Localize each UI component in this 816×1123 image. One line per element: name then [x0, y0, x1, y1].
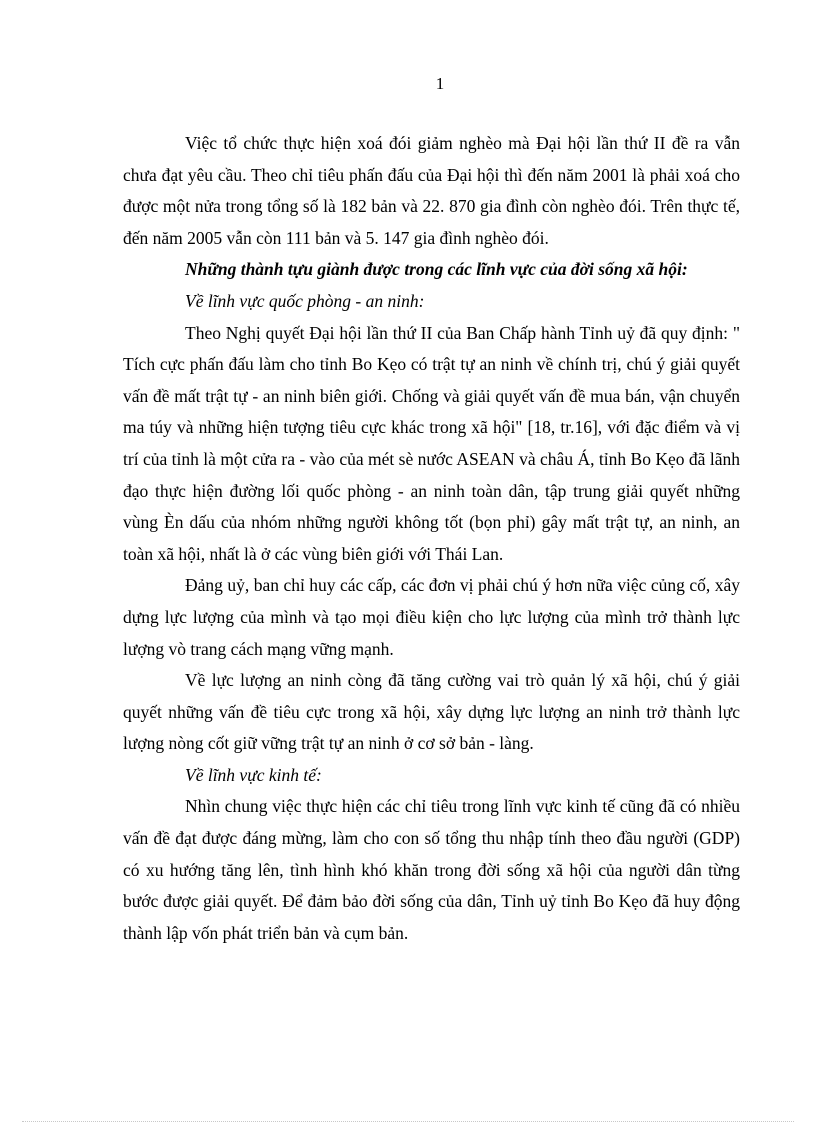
subheading-economy: Về lĩnh vực kinh tế:	[185, 764, 322, 785]
section-heading-achievements: Những thành tựu giành được trong các lĩnh vực của đời sống xã hội:	[185, 259, 688, 280]
paragraph-poverty-reduction: Việc tổ chức thực hiện xoá đói giảm nghèo mà Đại hội lần thứ II đề ra vẫn chưa đạt yêu cầu. Theo chỉ tiêu phấn đấu của Đại hội thì đến năm 2001 là phải xoá cho được một nửa trong tổng số là 182 bản và 22. 870 gia đình còn nghèo đói. Trên thực tế, đến năm 2005 vẫn còn 111 bản và 5. 147 gia đình nghèo đói.	[123, 133, 740, 248]
paragraph-party-committee: Đảng uỷ, ban chỉ huy các cấp, các đơn vị phải chú ý hơn nữa việc củng cố, xây dựng lực lượng của mình và tạo mọi điều kiện cho lực lượng của mình trở thành lực lượng vò trang cách mạng vững mạnh.	[123, 575, 740, 659]
document-body	[123, 128, 740, 949]
subheading-defense-security: Về lĩnh vực quốc phòng - an ninh:	[185, 290, 425, 311]
paragraph-economy: Nhìn chung việc thực hiện các chỉ tiêu trong lĩnh vực kinh tế cũng đã có nhiều vấn đề đạt được đáng mừng, làm cho con số tổng thu nhập tính theo đầu người (GDP) có xu hướng tăng lên, tình hình khó khăn trong đời sống xã hội của người dân từng bước được giải quyết. Để đảm bảo đời sống của dân, Tỉnh uỷ tỉnh Bo Kẹo đã huy động thành lập vốn phát triển bản và cụm bản.	[123, 796, 740, 943]
paragraph-security-forces: Về lực lượng an ninh còng đã tăng cường vai trò quản lý xã hội, chú ý giải quyết những vấn đề tiêu cực trong xã hội, xây dựng lực lượng an ninh trở thành lực lượng nòng cốt giữ vững trật tự an ninh ở cơ sở bản - làng.	[123, 670, 740, 754]
page-number: 1	[435, 74, 445, 93]
paragraph-resolution: Theo Nghị quyết Đại hội lần thứ II của Ban Chấp hành Tỉnh uỷ đã quy định: " Tích cực phấn đấu làm cho tỉnh Bo Kẹo có trật tự an ninh về chính trị, chú ý giải quyết vấn đề mất trật tự - an ninh biên giới. Chống và giải quyết vấn đề mua bán, vận chuyển ma túy và những hiện tượng tiêu cực khác trong xã hội" [18, tr.16], với đặc điểm và vị trí của tỉnh là một cửa ra - vào của mét sè nước ASEAN và châu Á, tỉnh Bo Kẹo đã lãnh đạo thực hiện đường lối quốc phòng - an ninh toàn dân, tập trung giải quyết những vùng Èn dấu của nhóm những người không tốt (bọn phỉ) gây mất trật tự, an ninh, an toàn xã hội, nhất là ở các vùng biên giới với Thái Lan.	[123, 322, 740, 564]
page-bottom-divider	[22, 1121, 794, 1122]
